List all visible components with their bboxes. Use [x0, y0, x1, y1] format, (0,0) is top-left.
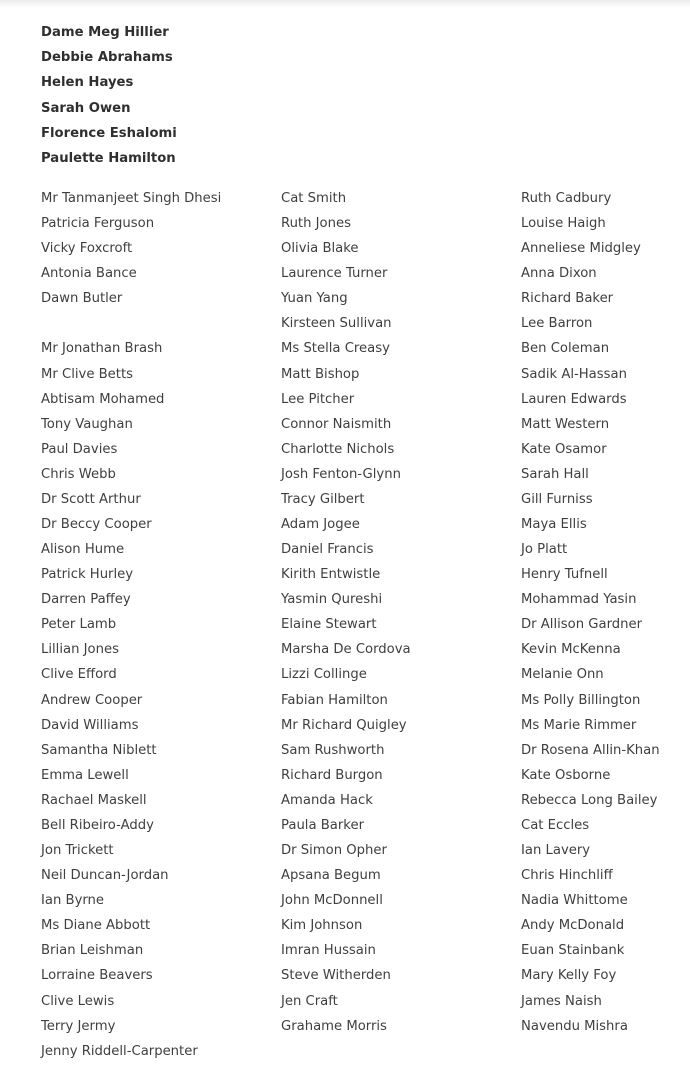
signatory-name: Elaine Stewart — [281, 617, 377, 633]
signatories-column-3 — [521, 186, 660, 1039]
signatory-name: Jenny Riddell-Carpenter — [41, 1043, 198, 1059]
signatory-name: Emma Lewell — [41, 767, 129, 783]
signatory-name: Navendu Mishra — [521, 1018, 628, 1034]
signatory-name: Gill Furniss — [521, 491, 593, 507]
lead-signatory-name: Sarah Owen — [41, 100, 131, 116]
signatory-name: Jo Platt — [521, 542, 568, 558]
signatory-name: Lillian Jones — [41, 642, 119, 658]
signatory-name: Kate Osborne — [521, 767, 611, 783]
signatory-name: Dr Beccy Cooper — [41, 517, 152, 533]
signatory-name: Alison Hume — [41, 542, 125, 558]
signatory-name: Anna Dixon — [521, 266, 597, 282]
signatory-name: Patricia Ferguson — [41, 216, 155, 232]
signatory-name: Matt Western — [521, 416, 610, 432]
signatory-name: Yasmin Qureshi — [281, 592, 383, 608]
signatory-name: Marsha De Cordova — [281, 642, 411, 658]
signatory-name: Adam Jogee — [281, 517, 360, 533]
lead-signatory-name: Dame Meg Hillier — [41, 25, 169, 40]
signatory-name: Ruth Jones — [281, 216, 351, 232]
signatory-name: Mr Tanmanjeet Singh Dhesi — [41, 191, 222, 206]
signatory-name: Ms Stella Creasy — [281, 341, 390, 357]
signatory-name: Dr Scott Arthur — [41, 491, 141, 507]
signatory-name: Maya Ellis — [521, 517, 587, 533]
signatory-name: Nadia Whittome — [521, 893, 628, 909]
lead-signatory-name: Paulette Hamilton — [41, 150, 176, 166]
list-gap — [41, 311, 221, 336]
signatory-name: Paula Barker — [281, 817, 364, 833]
signatory-name: Sam Rushworth — [281, 742, 385, 758]
signatory-name: Vicky Foxcroft — [41, 241, 133, 257]
signatory-name: Mr Clive Betts — [41, 366, 134, 382]
signatory-name: Tony Vaughan — [41, 416, 133, 432]
signatory-name: Mary Kelly Foy — [521, 968, 617, 984]
lead-signatory-name: Helen Hayes — [41, 75, 134, 91]
signatory-name: Tracy Gilbert — [281, 491, 365, 507]
signatory-name: Kim Johnson — [281, 918, 363, 934]
signatory-name: Clive Lewis — [41, 993, 115, 1009]
signatory-name: Steve Witherden — [281, 968, 391, 984]
signatory-name: David Williams — [41, 717, 139, 733]
signatory-name: Abtisam Mohamed — [41, 391, 165, 407]
signatory-name: Euan Stainbank — [521, 943, 625, 959]
signatory-name: Jon Trickett — [41, 843, 114, 859]
signatory-name: Lorraine Beavers — [41, 968, 153, 984]
signatory-name: Cat Smith — [281, 191, 347, 206]
signatory-name: Andy McDonald — [521, 918, 625, 934]
signatory-name: Ian Lavery — [521, 843, 591, 859]
signatory-name: Apsana Begum — [281, 868, 381, 884]
signatory-name: Neil Duncan-Jordan — [41, 868, 169, 884]
signatory-name: Kirith Entwistle — [281, 567, 381, 583]
signatory-name: Lizzi Collinge — [281, 667, 367, 683]
signatory-name: Ruth Cadbury — [521, 191, 612, 206]
signatory-name: Ms Marie Rimmer — [521, 717, 637, 733]
signatory-name: Richard Baker — [521, 291, 614, 307]
signatory-name: Lauren Edwards — [521, 391, 627, 407]
signatory-name: Kate Osamor — [521, 441, 607, 457]
signatory-name: John McDonnell — [281, 893, 383, 909]
signatory-name: Rebecca Long Bailey — [521, 792, 658, 808]
signatory-name: Richard Burgon — [281, 767, 383, 783]
lead-signatories-list — [41, 20, 177, 171]
signatories-column-2 — [281, 186, 411, 1039]
signatory-name: Mohammad Yasin — [521, 592, 637, 608]
signatory-name: Peter Lamb — [41, 617, 117, 633]
signatory-name: Brian Leishman — [41, 943, 144, 959]
signatory-name: Andrew Cooper — [41, 692, 143, 708]
signatory-name: Fabian Hamilton — [281, 692, 388, 708]
signatory-name: Ms Diane Abbott — [41, 918, 151, 934]
signatory-name: Terry Jermy — [41, 1018, 116, 1034]
signatory-name: Mr Richard Quigley — [281, 717, 407, 733]
signatory-name: Lee Barron — [521, 316, 593, 332]
signatory-name: Chris Hinchliff — [521, 868, 613, 884]
signatory-name: Lee Pitcher — [281, 391, 355, 407]
signatory-name: Connor Naismith — [281, 416, 392, 432]
top-edge-shadow — [0, 0, 690, 8]
signatory-name: Olivia Blake — [281, 241, 359, 257]
signatory-name: Mr Jonathan Brash — [41, 341, 163, 357]
signatory-name: Charlotte Nichols — [281, 441, 395, 457]
signatory-name: Grahame Morris — [281, 1018, 387, 1034]
signatory-name: Bell Ribeiro-Addy — [41, 817, 154, 833]
signatory-name: Ms Polly Billington — [521, 692, 641, 708]
signatory-name: Clive Efford — [41, 667, 117, 683]
signatory-name: Ian Byrne — [41, 893, 105, 909]
signatory-name: Darren Paffey — [41, 592, 131, 608]
signatory-name: Kirsteen Sullivan — [281, 316, 392, 332]
lead-signatory-name: Florence Eshalomi — [41, 125, 177, 141]
signatory-name: Amanda Hack — [281, 792, 373, 808]
signatory-name: Dr Allison Gardner — [521, 617, 643, 633]
signatory-name: Dr Simon Opher — [281, 843, 387, 859]
signatory-name: Patrick Hurley — [41, 567, 134, 583]
signatory-name: Ben Coleman — [521, 341, 610, 357]
signatory-name: Sarah Hall — [521, 466, 589, 482]
signatory-name: Matt Bishop — [281, 366, 360, 382]
signatory-name: Sadik Al-Hassan — [521, 366, 627, 382]
signatory-name: James Naish — [521, 993, 602, 1009]
signatory-name: Melanie Onn — [521, 667, 604, 683]
signatory-name: Chris Webb — [41, 466, 116, 482]
signatory-name: Henry Tufnell — [521, 567, 608, 583]
lead-signatory-name: Debbie Abrahams — [41, 50, 173, 66]
signatory-name: Dr Rosena Allin-Khan — [521, 742, 660, 758]
signatory-name: Daniel Francis — [281, 542, 374, 558]
signatories-column-1 — [41, 186, 221, 1064]
signatory-name: Laurence Turner — [281, 266, 388, 282]
signatory-name: Samantha Niblett — [41, 742, 157, 758]
signatory-name: Rachael Maskell — [41, 792, 147, 808]
signatory-name: Louise Haigh — [521, 216, 606, 232]
signatory-name: Cat Eccles — [521, 817, 590, 833]
signatory-name: Imran Hussain — [281, 943, 376, 959]
signatory-name: Paul Davies — [41, 441, 118, 457]
signatory-name: Jen Craft — [281, 993, 338, 1009]
signatory-name: Kevin McKenna — [521, 642, 621, 658]
signatory-name: Dawn Butler — [41, 291, 123, 307]
signatory-name: Anneliese Midgley — [521, 241, 641, 257]
signatory-name: Josh Fenton-Glynn — [281, 466, 401, 482]
signatory-name: Antonia Bance — [41, 266, 137, 282]
signatory-name: Yuan Yang — [281, 291, 348, 307]
